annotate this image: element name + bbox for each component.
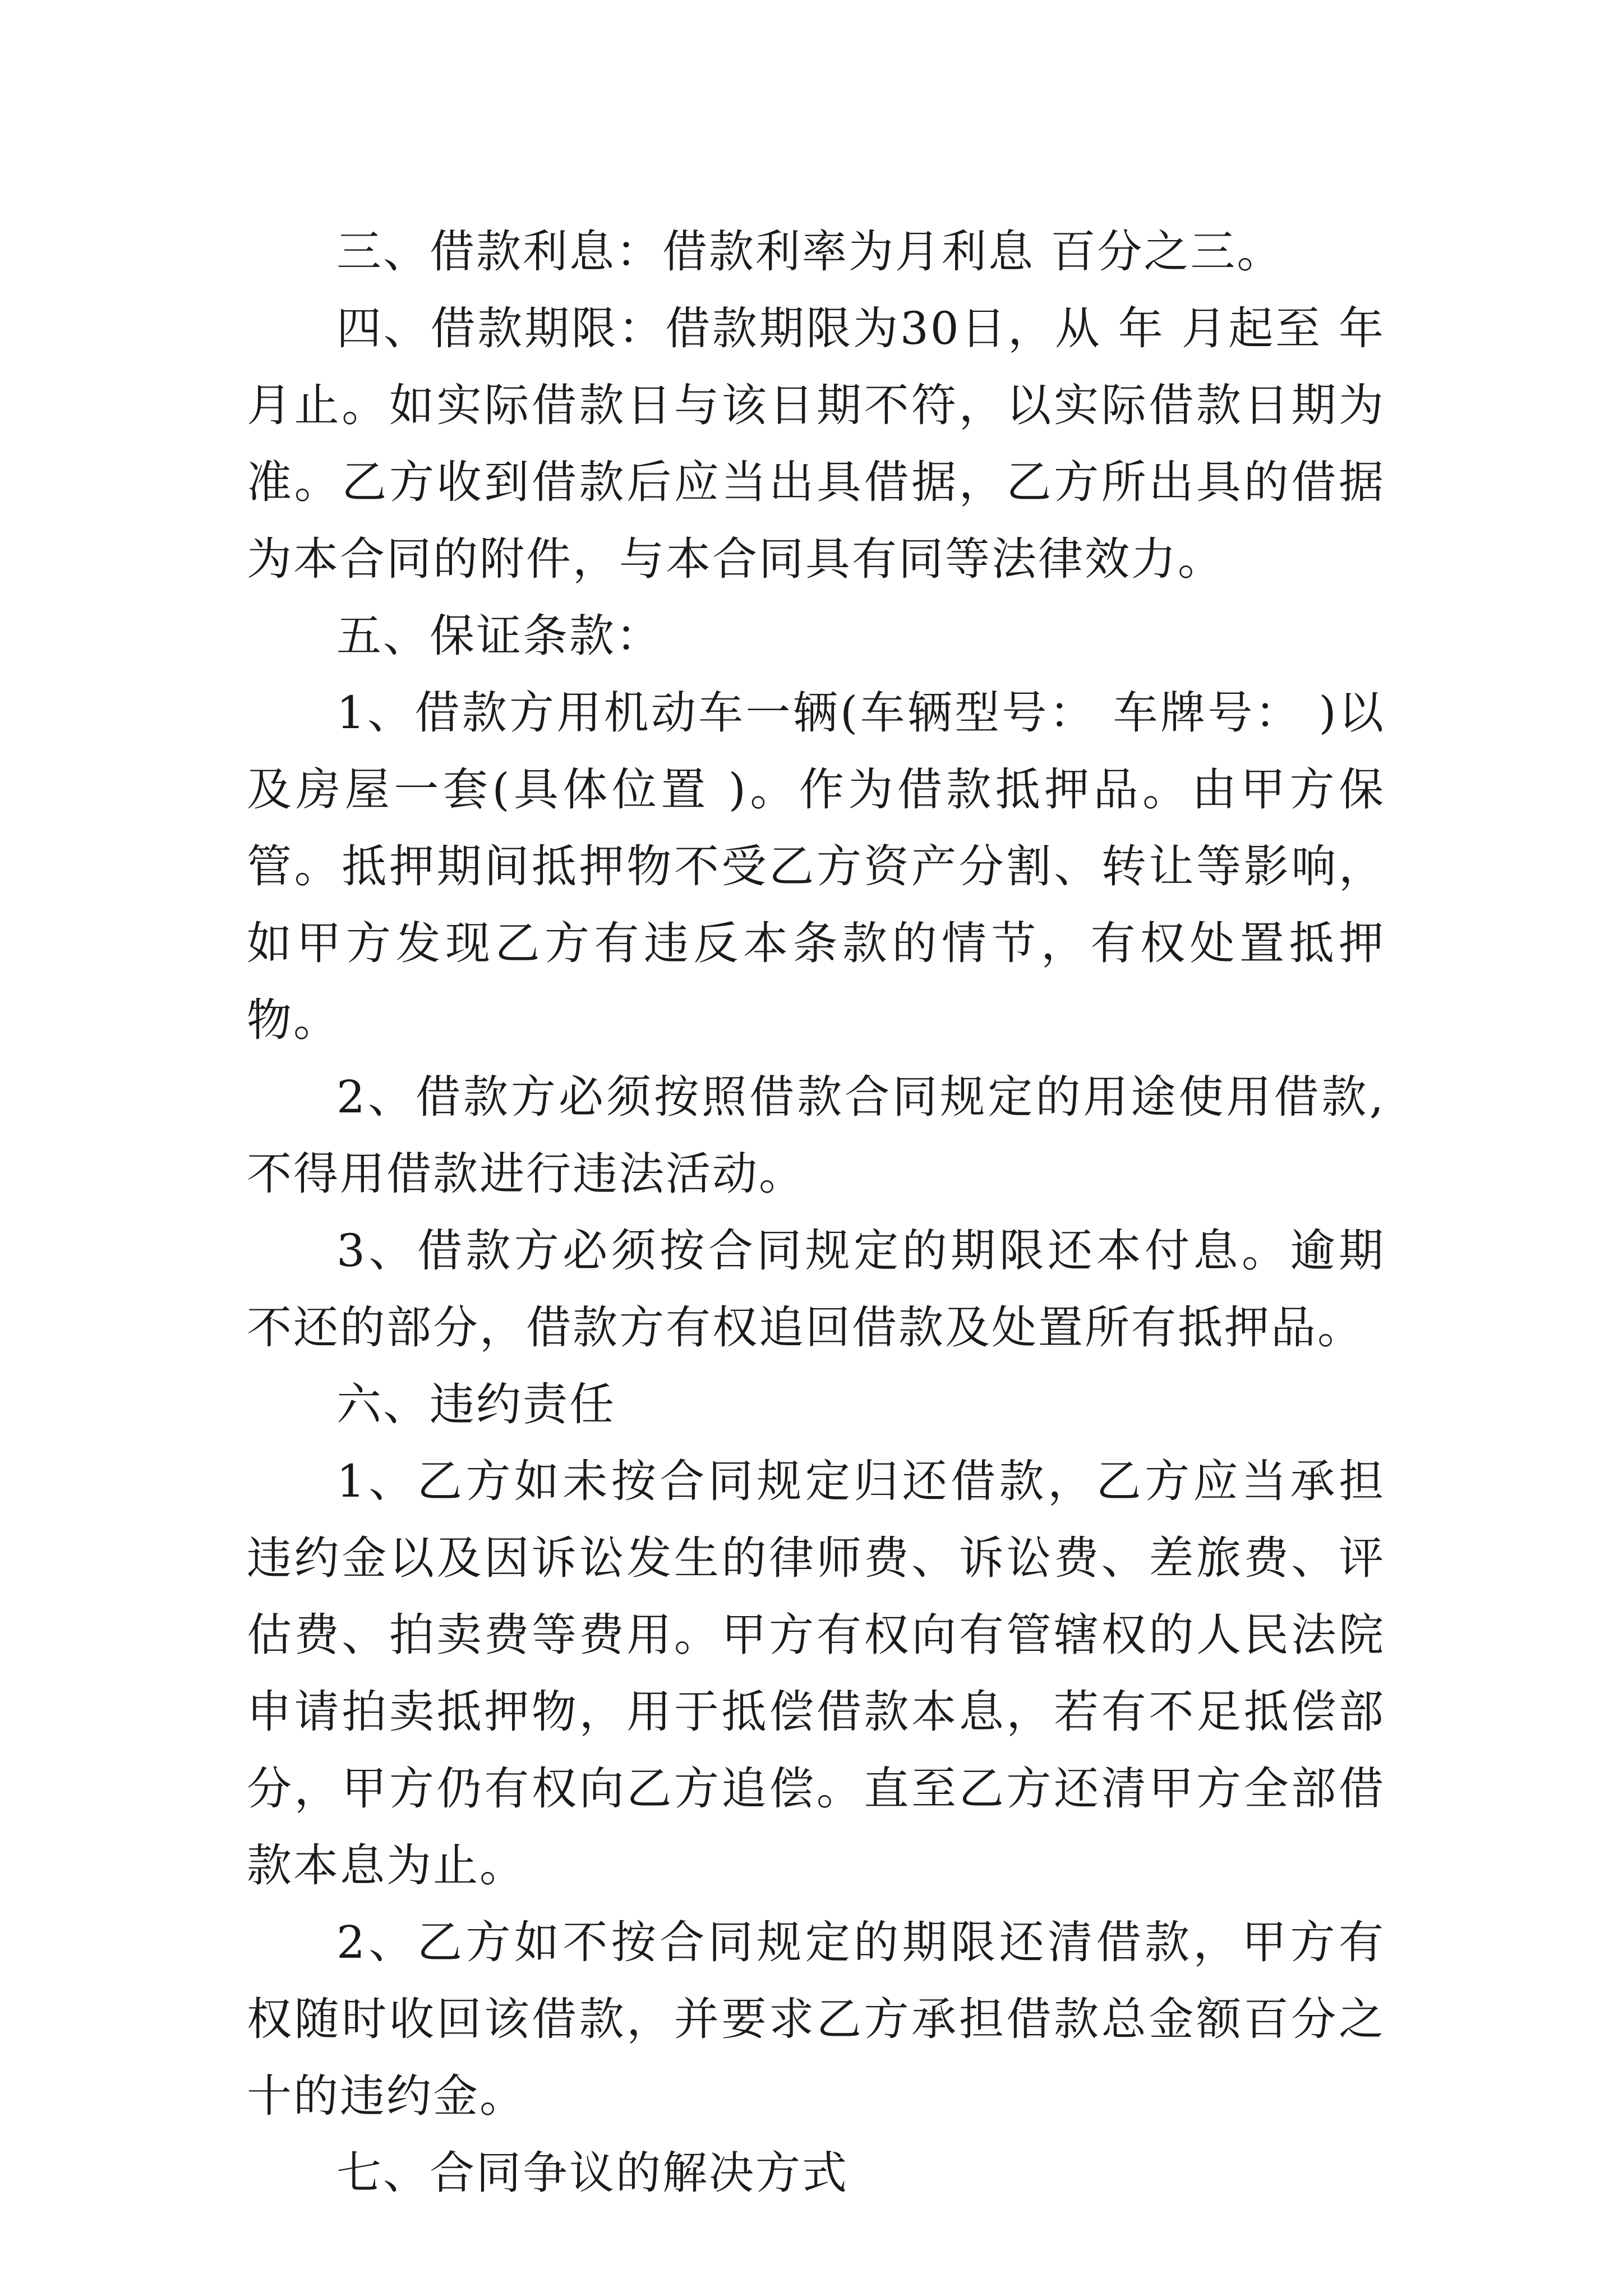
contract-body — [247, 213, 1385, 2211]
paragraph-guarantee-1: 1、借款方用机动车一辆(车辆型号： 车牌号： )以及房屋一套(具体位置 )。作为借款抵押品。由甲方保管。抵押期间抵押物不受乙方资产分割、转让等影响，如甲方发现乙方有违反本条款的情节，有权处置抵押物。 — [247, 687, 1385, 1046]
paragraph-guarantee-2: 2、借款方必须按照借款合同规定的用途使用借款,不得用借款进行违法活动。 — [247, 1071, 1385, 1200]
paragraph-breach-1: 1、乙方如未按合同规定归还借款，乙方应当承担违约金以及因诉讼发生的律师费、诉讼费、差旅费、评估费、拍卖费等费用。甲方有权向有管辖权的人民法院申请拍卖抵押物，用于抵偿借款本息，若有不足抵偿部分，甲方仍有权向乙方追偿。直至乙方还清甲方全部借款本息为止。 — [247, 1455, 1385, 1892]
paragraph-guarantee-3: 3、借款方必须按合同规定的期限还本付息。逾期不还的部分，借款方有权追回借款及处置所有抵押品。 — [247, 1225, 1385, 1354]
heading-dispute-resolution: 七、合同争议的解决方式 — [336, 2147, 849, 2199]
paragraph-breach-2: 2、乙方如不按合同规定的期限还清借款，甲方有权随时收回该借款，并要求乙方承担借款总金额百分之十的违约金。 — [247, 1916, 1385, 2122]
heading-guarantee-clause: 五、保证条款： — [336, 610, 662, 662]
paragraph-loan-term: 四、借款期限：借款期限为30日，从 年 月起至 年月止。如实际借款日与该日期不符，以实际借款日期为准。乙方收到借款后应当出具借据，乙方所出具的借据为本合同的附件，与本合同具有同等法律效力。 — [247, 302, 1385, 585]
heading-breach-liability: 六、违约责任 — [336, 1378, 616, 1430]
paragraph-loan-interest: 三、借款利息：借款利率为月利息 百分之三。 — [336, 226, 1284, 278]
